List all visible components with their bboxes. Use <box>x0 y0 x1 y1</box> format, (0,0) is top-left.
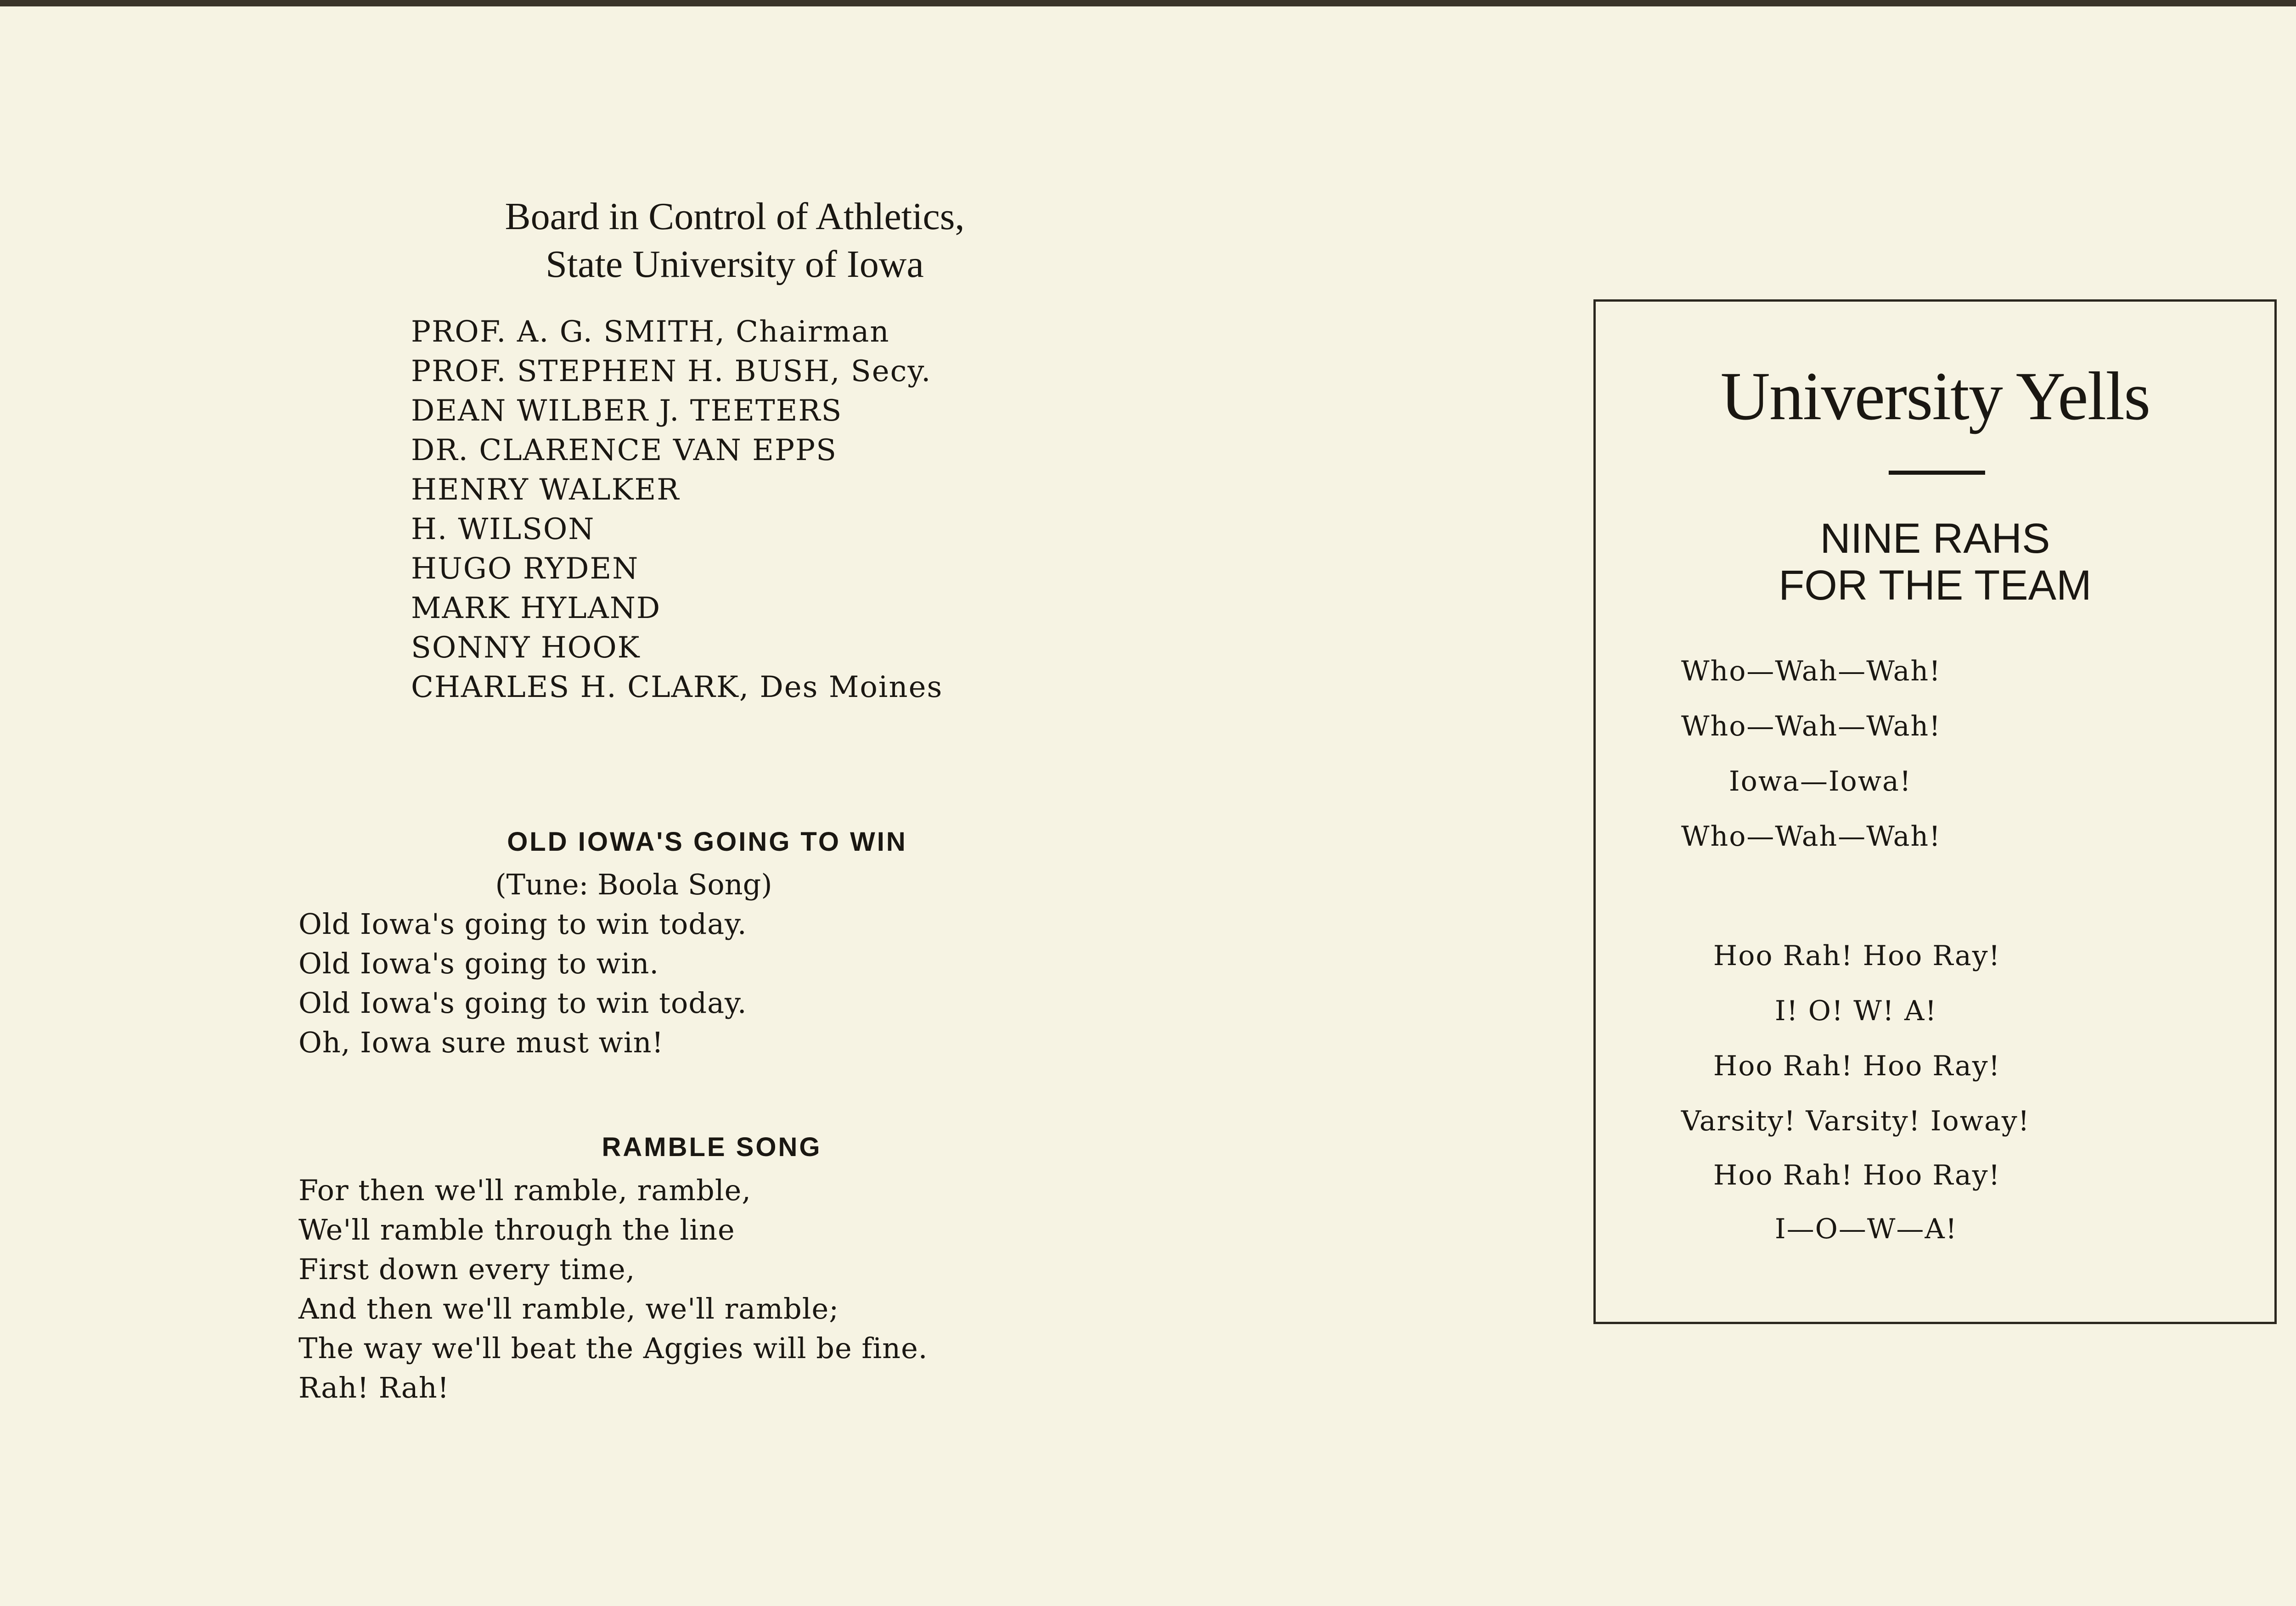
board-member: H. WILSON <box>411 512 595 546</box>
song1-line: Old Iowa's going to win today. <box>298 907 747 941</box>
yells-heading: University Yells <box>1720 358 2150 434</box>
song2-line: First down every time, <box>298 1252 636 1286</box>
song2-lyrics <box>298 1171 928 1408</box>
yell1-line: Who—Wah—Wah! <box>1681 655 1941 687</box>
song2-title: RAMBLE SONG <box>602 1132 822 1162</box>
yells-subheading-line-1: NINE RAHS <box>1820 515 2050 562</box>
yell2-line: Hoo Rah! Hoo Ray! <box>1713 1159 2001 1191</box>
board-member-list <box>411 312 943 707</box>
song1-line: Old Iowa's going to win today. <box>298 986 747 1020</box>
yell1-line: Who—Wah—Wah! <box>1681 710 1941 742</box>
board-member: DEAN WILBER J. TEETERS <box>411 394 843 428</box>
board-title <box>413 193 1056 288</box>
board-member: PROF. STEPHEN H. BUSH, Secy. <box>411 354 932 388</box>
song1-tune: (Tune: Boola Song) <box>495 868 772 901</box>
song1-title: OLD IOWA'S GOING TO WIN <box>507 827 907 857</box>
board-member: MARK HYLAND <box>411 591 661 625</box>
song2-line: We'll ramble through the line <box>298 1213 735 1247</box>
board-member: CHARLES H. CLARK, Des Moines <box>411 670 943 704</box>
song2-line: For then we'll ramble, ramble, <box>298 1174 751 1207</box>
page-top-edge <box>0 0 2296 6</box>
song2-line: And then we'll ramble, we'll ramble; <box>298 1292 839 1325</box>
yells-subheading <box>1596 515 2274 609</box>
song2-line: The way we'll beat the Aggies will be fine. <box>298 1331 928 1365</box>
yell2-line: Varsity! Varsity! Ioway! <box>1681 1105 2030 1137</box>
board-member: PROF. A. G. SMITH, Chairman <box>411 315 890 349</box>
yells-subheading-line-2: FOR THE TEAM <box>1778 562 2092 609</box>
yells-box <box>1593 299 2277 1324</box>
song1-lyrics <box>298 904 747 1062</box>
board-title-line-2: State University of Iowa <box>546 243 924 286</box>
yell1-line: Who—Wah—Wah! <box>1681 820 1941 853</box>
yell2-line: Hoo Rah! Hoo Ray! <box>1713 1050 2001 1082</box>
song1-line: Old Iowa's going to win. <box>298 947 659 980</box>
yell2-line: I! O! W! A! <box>1775 995 1937 1027</box>
board-title-line-1: Board in Control of Athletics, <box>505 195 965 238</box>
song2-line: Rah! Rah! <box>298 1371 450 1404</box>
song1-line: Oh, Iowa sure must win! <box>298 1026 664 1059</box>
yell1-line: Iowa—Iowa! <box>1729 765 1912 797</box>
board-member: DR. CLARENCE VAN EPPS <box>411 433 837 467</box>
board-member: HENRY WALKER <box>411 473 680 507</box>
yell2-line: Hoo Rah! Hoo Ray! <box>1713 940 2001 972</box>
yell2-line: I—O—W—A! <box>1775 1213 1958 1245</box>
board-member: SONNY HOOK <box>411 631 641 665</box>
board-member: HUGO RYDEN <box>411 552 639 586</box>
yells-divider <box>1889 471 1985 475</box>
